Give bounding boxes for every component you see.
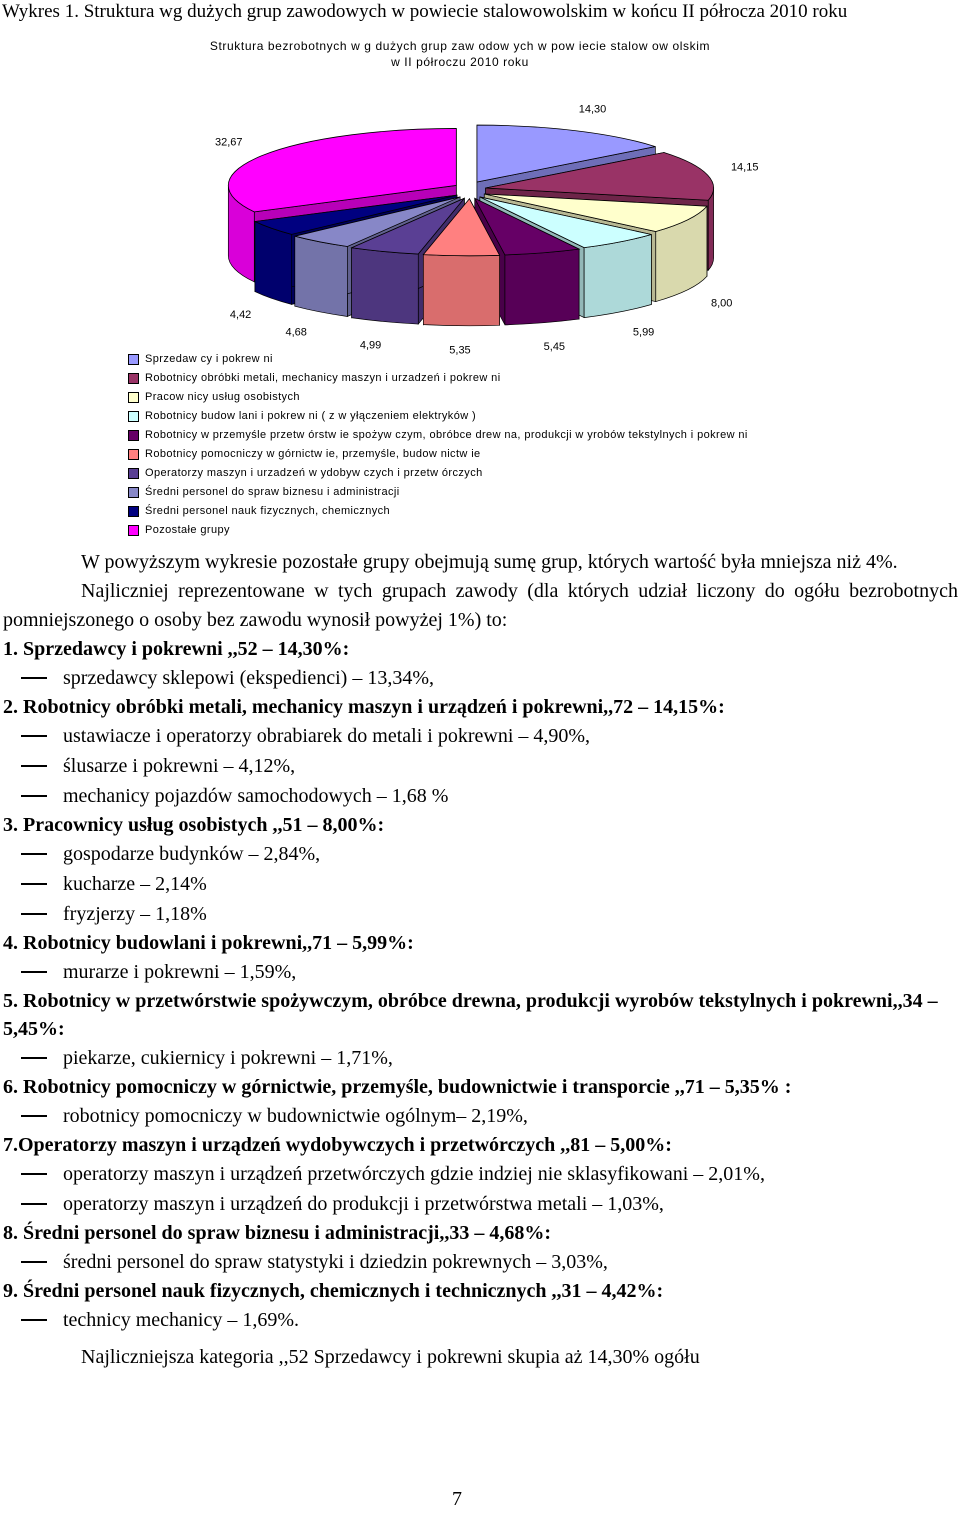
slice-value-label: 5,35 [449, 344, 471, 357]
legend-item [128, 521, 748, 540]
category-heading: 1. Sprzedawcy i pokrewni ,,52 – 14,30%: [3, 638, 350, 660]
category-heading: 7.Operatorzy maszyn i urządzeń wydobywczych i przetwórczych ,,81 – 5,00%: [3, 1134, 672, 1156]
legend-label: Średni personel do spraw biznesu i administracji [145, 486, 400, 498]
subcategory-text: operatorzy maszyn i urządzeń przetwórczych gdzie indziej nie sklasyfikowani – 2,01%, [63, 1163, 765, 1185]
legend-swatch [128, 430, 139, 441]
legend-swatch [128, 411, 139, 422]
slice-value-label: 14,15 [730, 161, 759, 174]
slice-value-label: 14,30 [578, 103, 607, 116]
category-heading: 8. Średni personel do spraw biznesu i administracji,,33 – 4,68%: [3, 1222, 551, 1244]
dash-bullet [21, 883, 47, 885]
legend-swatch [128, 506, 139, 517]
subcategory-item [3, 751, 958, 781]
legend-item [128, 388, 748, 407]
legend-swatch [128, 468, 139, 479]
subcategory-item [3, 899, 958, 929]
subcategory-item [3, 1305, 958, 1335]
legend-label: Robotnicy budow lani i pokrew ni ( z w yłączeniem elektryków ) [145, 410, 477, 422]
chart-title-line-2: w II półroczu 2010 roku [391, 55, 529, 69]
subcategory-item [3, 1189, 958, 1219]
legend-swatch [128, 392, 139, 403]
dash-bullet [21, 1319, 47, 1321]
subcategory-item [3, 839, 958, 869]
legend-label: Robotnicy pomocniczy w górnictw ie, przemyśle, budow nictw ie [145, 448, 481, 460]
legend-swatch [128, 449, 139, 460]
subcategory-text: murarze i pokrewni – 1,59%, [63, 961, 297, 983]
legend-swatch [128, 487, 139, 498]
legend-item [128, 369, 748, 388]
legend-item [128, 483, 748, 502]
subcategory-item [3, 1159, 958, 1189]
figure-caption: Wykres 1. Struktura wg dużych grup zawodowych w powiecie stalowowolskim w końcu II półrocza 2010 roku [2, 1, 848, 22]
legend-label: Pozostałe grupy [145, 524, 230, 536]
subcategory-item [3, 957, 958, 987]
category-heading: 6. Robotnicy pomocniczy w górnictwie, przemyśle, budownictwie i transporcie ,,71 – 5,35% : [3, 1076, 792, 1098]
legend-swatch [128, 354, 139, 365]
subcategory-text: średni personel do spraw statystyki i dziedzin pokrewnych – 3,03%, [63, 1251, 608, 1273]
subcategory-item [3, 781, 958, 811]
category-heading: 5. Robotnicy w przetwórstwie spożywczym, obróbce drewna, produkcji wyrobów tekstylnych i pokrewni,,34 – 5,45%: [3, 990, 938, 1040]
category-heading: 3. Pracownicy usług osobistych ,,51 – 8,00%: [3, 814, 385, 836]
subcategory-text: fryzjerzy – 1,18% [63, 903, 207, 925]
subcategory-item [3, 1043, 958, 1073]
legend-item [128, 350, 748, 369]
page-number: 7 [452, 1488, 462, 1510]
dash-bullet [21, 1173, 47, 1175]
legend-label: Sprzedaw cy i pokrew ni [145, 353, 273, 365]
slice-value-label: 4,42 [229, 308, 252, 321]
legend-label: Robotnicy w przemyśle przetw órstw ie spożyw czym, obróbce drew na, produkcji w yrobów tekstylnych i pokrew ni [145, 429, 748, 441]
chart-title-line-1: Struktura bezrobotnych w g dużych grup zaw odow ych w pow iecie stalow ow olskim [209, 39, 711, 53]
legend-swatch [128, 525, 139, 536]
subcategory-text: gospodarze budynków – 2,84%, [63, 843, 321, 865]
chart-title [160, 38, 760, 70]
category-heading: 2. Robotnicy obróbki metali, mechanicy maszyn i urządzeń i pokrewni,,72 – 14,15%: [3, 696, 725, 718]
subcategory-text: ustawiacze i operatorzy obrabiarek do metali i pokrewni – 4,90%, [63, 725, 591, 747]
dash-bullet [21, 735, 47, 737]
dash-bullet [21, 765, 47, 767]
subcategory-text: operatorzy maszyn i urządzeń do produkcji i przetwórstwa metali – 1,03%, [63, 1193, 664, 1215]
subcategory-text: piekarze, cukiernicy i pokrewni – 1,71%, [63, 1047, 393, 1069]
legend-item [128, 445, 748, 464]
slice-value-label: 5,99 [632, 326, 655, 339]
dash-bullet [21, 853, 47, 855]
slice-value-label: 32,67 [215, 136, 243, 149]
paragraph-other-groups: W powyższym wykresie pozostałe grupy obejmują sumę grup, których wartość była mniejsza niż 4%. [81, 551, 898, 573]
legend-label: Robotnicy obróbki metali, mechanicy maszyn i urzadzeń i pokrew ni [145, 372, 501, 384]
slice-value-label: 5,45 [543, 340, 566, 353]
legend-item [128, 426, 748, 445]
subcategory-text: sprzedawcy sklepowi (ekspedienci) – 13,34%, [63, 667, 434, 689]
pie-chart [0, 103, 960, 357]
subcategory-text: robotnicy pomocniczy w budownictwie ogólnym– 2,19%, [63, 1105, 528, 1127]
slice-value-label: 4,68 [285, 326, 307, 339]
subcategory-item [3, 721, 958, 751]
dash-bullet [21, 1261, 47, 1263]
legend-item [128, 407, 748, 426]
subcategory-text: technicy mechanicy – 1,69%. [63, 1309, 300, 1331]
dash-bullet [21, 1057, 47, 1059]
chart-legend [128, 350, 748, 540]
subcategory-text: mechanicy pojazdów samochodowych – 1,68 % [63, 785, 449, 807]
subcategory-item [3, 1101, 958, 1131]
legend-swatch [128, 373, 139, 384]
dash-bullet [21, 913, 47, 915]
legend-item [128, 502, 748, 521]
text-body [3, 548, 958, 1372]
slice-value-label: 8,00 [710, 297, 733, 310]
legend-label: Operatorzy maszyn i urzadzeń w ydobyw czych i przetw órczych [145, 467, 483, 479]
category-heading: 4. Robotnicy budowlani i pokrewni,,71 – 5,99%: [3, 932, 414, 954]
legend-item [128, 464, 748, 483]
slice-value-label: 4,99 [359, 339, 382, 352]
category-heading: 9. Średni personel nauk fizycznych, chemicznych i technicznych ,,31 – 4,42%: [3, 1280, 664, 1302]
subcategory-item [3, 869, 958, 899]
subcategory-text: kucharze – 2,14% [63, 873, 207, 895]
dash-bullet [21, 677, 47, 679]
dash-bullet [21, 1115, 47, 1117]
paragraph-most-numerous: Najliczniej reprezentowane w tych grupach zawody (dla których udział liczony do ogółu bezrobotnych pomniejszonego o osoby bez zawodu wynosił powyżej 1%) to: [3, 580, 958, 631]
subcategory-text: ślusarze i pokrewni – 4,12%, [63, 755, 296, 777]
legend-label: Średni personel nauk fizycznych, chemicznych [145, 505, 391, 517]
dash-bullet [21, 971, 47, 973]
dash-bullet [21, 1203, 47, 1205]
paragraph-closing: Najliczniejsza kategoria ,,52 Sprzedawcy i pokrewni skupia aż 14,30% ogółu [81, 1346, 700, 1368]
subcategory-item [3, 663, 958, 693]
legend-label: Pracow nicy usług osobistych [145, 391, 300, 403]
dash-bullet [21, 795, 47, 797]
subcategory-item [3, 1247, 958, 1277]
